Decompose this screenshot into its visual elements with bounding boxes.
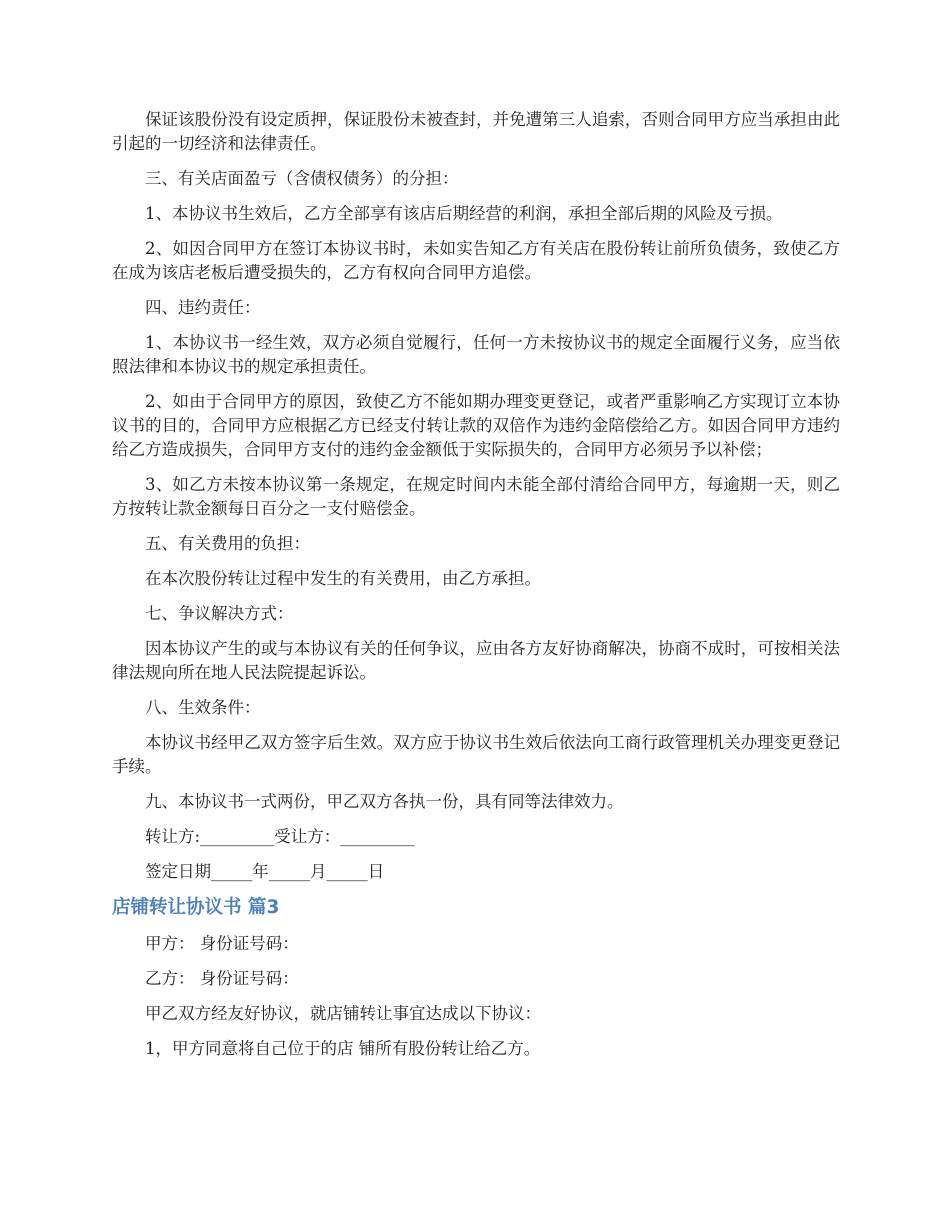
paragraph-profit-1: 1、本协议书生效后，乙方全部享有该店后期经营的利润，承担全部后期的风险及亏损。 bbox=[145, 204, 783, 223]
paragraph-guarantee: 保证该股份没有设定质押，保证股份未被查封，并免遭第三人追索，否则合同甲方应当承担由此引起的一切经济和法律责任。 bbox=[112, 110, 840, 153]
paragraph-breach-3: 3、如乙方未按本协议第一条规定，在规定时间内未能全部付清给合同甲方，每逾期一天，则乙方按转让款金额每日百分之一支付赔偿金。 bbox=[112, 475, 840, 518]
signing-date-line: 签定日期_____年_____月_____日 bbox=[145, 862, 385, 881]
party-b-line: 乙方： 身份证号码： bbox=[145, 969, 299, 988]
paragraph-effect: 本协议书经甲乙双方签字后生效。双方应于协议书生效后依法向工商行政管理机关办理变更登记手续。 bbox=[112, 733, 840, 776]
paragraph-breach-1: 1、本协议书一经生效，双方必须自觉履行，任何一方未按协议书的规定全面履行义务，应当依照法律和本协议书的规定承担责任。 bbox=[112, 333, 840, 376]
clause-heading-dispute: 七、争议解决方式： bbox=[145, 604, 294, 623]
clause-heading-breach: 四、违约责任： bbox=[145, 298, 261, 317]
section-heading: 店铺转让协议书 篇3 bbox=[112, 897, 280, 918]
document-body bbox=[112, 108, 840, 1072]
clause-heading-effect: 八、生效条件： bbox=[145, 698, 261, 717]
paragraph-clause-1: 1，甲方同意将自己位于的店 铺所有股份转让给乙方。 bbox=[145, 1039, 541, 1058]
signature-line: 转让方:_________受让方：_________ bbox=[145, 827, 415, 846]
party-a-line: 甲方： 身份证号码： bbox=[145, 934, 299, 953]
paragraph-dispute: 因本协议产生的或与本协议有关的任何争议，应由各方友好协商解决，协商不成时，可按相关法律法规向所在地人民法院提起诉讼。 bbox=[112, 639, 840, 682]
paragraph-copies: 九、本协议书一式两份，甲乙双方各执一份，具有同等法律效力。 bbox=[145, 792, 624, 811]
paragraph-breach-2: 2、如由于合同甲方的原因，致使乙方不能如期办理变更登记，或者严重影响乙方实现订立本协议书的目的，合同甲方应根据乙方已经支付转让款的双倍作为违约金陪偿给乙方。如因合同甲方违约给乙方造成损失，合同甲方支付的违约金金额低于实际损失的，合同甲方必须另予以补偿； bbox=[112, 392, 840, 459]
paragraph-profit-2: 2、如因合同甲方在签订本协议书时，未如实告知乙方有关店在股份转让前所负债务，致使乙方在成为该店老板后遭受损失的，乙方有权向合同甲方追偿。 bbox=[112, 239, 840, 282]
paragraph-fees: 在本次股份转让过程中发生的有关费用，由乙方承担。 bbox=[145, 569, 541, 588]
clause-heading-profit-loss: 三、有关店面盈亏（含债权债务）的分担： bbox=[145, 169, 459, 188]
clause-heading-fees: 五、有关费用的负担： bbox=[145, 534, 310, 553]
paragraph-agreement-intro: 甲乙双方经友好协议，就店铺转让事宜达成以下协议： bbox=[145, 1004, 541, 1023]
